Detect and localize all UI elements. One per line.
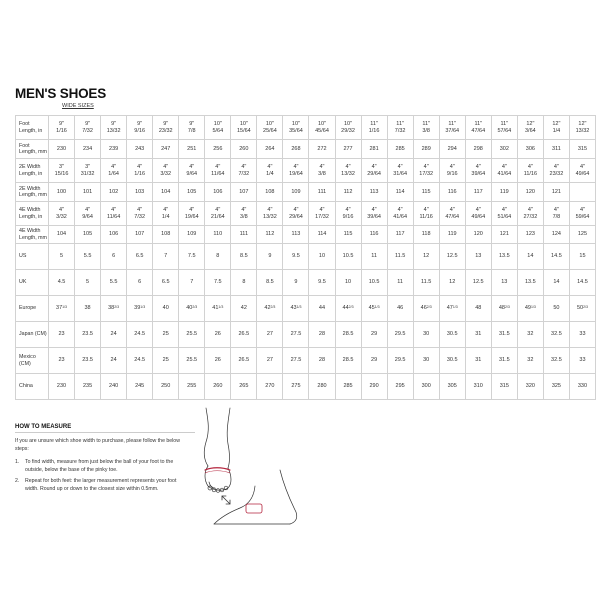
table-cell: 11.5 [413, 270, 439, 296]
table-cell: 280 [309, 374, 335, 400]
table-cell: 239 [101, 140, 127, 159]
table-cell: 4" 7/32 [231, 159, 257, 183]
table-cell: 6.5 [127, 244, 153, 270]
table-cell: 4" 29/64 [361, 159, 387, 183]
table-cell: 275 [283, 374, 309, 400]
table-cell: 4" 11/16 [517, 159, 543, 183]
row-label: 2E Width Length, in [16, 159, 49, 183]
table-cell: 23.5 [75, 322, 101, 348]
size-chart-table [15, 115, 596, 400]
table-cell: 4" 9/64 [75, 202, 101, 226]
table-cell: 26 [205, 322, 231, 348]
table-cell: 285 [335, 374, 361, 400]
table-cell: 9 [257, 244, 283, 270]
table-cell: 4" 1/16 [127, 159, 153, 183]
table-cell: 30 [413, 322, 439, 348]
table-cell: 290 [361, 374, 387, 400]
table-cell: 7 [179, 270, 205, 296]
table-cell: 100 [49, 183, 75, 202]
table-cell: 230 [49, 374, 75, 400]
table-cell: 31 [465, 348, 491, 374]
table-cell: 4" 17/32 [413, 159, 439, 183]
table-cell: 6 [101, 244, 127, 270]
table-row [16, 270, 596, 296]
table-cell: 6.5 [153, 270, 179, 296]
table-cell: 10.5 [335, 244, 361, 270]
table-cell: 4" 23/32 [543, 159, 569, 183]
table-cell: 102 [101, 183, 127, 202]
table-cell: $47^{1/3}$ [439, 296, 465, 322]
table-cell: 108 [153, 226, 179, 244]
table-cell: 125 [569, 226, 595, 244]
table-cell: 255 [179, 374, 205, 400]
table-cell: 4" 11/64 [205, 159, 231, 183]
table-cell: 28 [309, 348, 335, 374]
table-cell: 111 [231, 226, 257, 244]
row-label: 4E Width Length, in [16, 202, 49, 226]
table-cell: 107 [231, 183, 257, 202]
table-cell: 105 [75, 226, 101, 244]
row-label: Foot Length, mm [16, 140, 49, 159]
table-cell: 30.5 [439, 322, 465, 348]
table-cell: 32 [517, 322, 543, 348]
table-cell: 110 [205, 226, 231, 244]
table-cell: 320 [517, 374, 543, 400]
table-cell: 3" 15/16 [49, 159, 75, 183]
table-cell: 9" 13/32 [101, 116, 127, 140]
table-cell: 10" 15/64 [231, 116, 257, 140]
table-cell: 14.5 [569, 270, 595, 296]
table-cell: 25.5 [179, 322, 205, 348]
table-cell: 8 [231, 270, 257, 296]
table-cell: 277 [335, 140, 361, 159]
table-cell: 118 [413, 226, 439, 244]
table-cell: 11" 47/64 [465, 116, 491, 140]
table-cell: 4" 19/64 [179, 202, 205, 226]
step-text: To find width, measure from just below the ball of your foot to the outside, below the base of the pinky toe. [25, 459, 174, 473]
row-label: US [16, 244, 49, 270]
table-cell: 50 [543, 296, 569, 322]
table-cell: 27 [257, 322, 283, 348]
table-cell: 9.5 [309, 270, 335, 296]
table-cell: 285 [387, 140, 413, 159]
table-cell: 38 [75, 296, 101, 322]
table-cell: 26.5 [231, 322, 257, 348]
table-cell: 13.5 [491, 244, 517, 270]
table-cell: 15 [569, 244, 595, 270]
table-cell: 330 [569, 374, 595, 400]
table-cell: 101 [75, 183, 101, 202]
table-cell: 24.5 [127, 348, 153, 374]
table-cell: 10" 5/64 [205, 116, 231, 140]
table-cell: 116 [361, 226, 387, 244]
table-cell: 116 [439, 183, 465, 202]
table-cell: 121 [491, 226, 517, 244]
table-cell: 3" 31/32 [75, 159, 101, 183]
table-cell: 8.5 [257, 270, 283, 296]
table-cell: 106 [205, 183, 231, 202]
table-cell: 4" 7/32 [127, 202, 153, 226]
table-cell: 27.5 [283, 322, 309, 348]
table-cell: 113 [361, 183, 387, 202]
table-cell: $40^{2/3}$ [179, 296, 205, 322]
table-cell: 27 [257, 348, 283, 374]
table-cell: 234 [75, 140, 101, 159]
table-cell: 13 [491, 270, 517, 296]
table-cell: 4" 9/16 [335, 202, 361, 226]
row-label: Foot Length, in [16, 116, 49, 140]
table-cell: 24 [101, 322, 127, 348]
table-cell: 124 [543, 226, 569, 244]
table-cell: 11" 1/16 [361, 116, 387, 140]
table-cell: 260 [205, 374, 231, 400]
how-to-measure-intro: If you are unsure which shoe width to purchase, please follow the below steps: [15, 438, 180, 452]
how-to-measure-heading: HOW TO MEASURE [15, 424, 72, 430]
table-cell: 31.5 [491, 322, 517, 348]
table-cell: $46^{2/3}$ [413, 296, 439, 322]
table-cell: $48^{2/3}$ [491, 296, 517, 322]
step-number: 2. [15, 478, 20, 485]
table-cell: 24 [101, 348, 127, 374]
table-cell: 295 [387, 374, 413, 400]
table-cell: 33 [569, 348, 595, 374]
table-cell: 12" 13/32 [569, 116, 595, 140]
table-cell: 113 [283, 226, 309, 244]
row-label: Europe [16, 296, 49, 322]
table-cell: $44^{2/3}$ [335, 296, 361, 322]
table-cell: 33 [569, 322, 595, 348]
table-cell: 9" 1/16 [49, 116, 75, 140]
table-cell: 4" 49/64 [465, 202, 491, 226]
table-cell: 4" 13/32 [257, 202, 283, 226]
table-row [16, 374, 596, 400]
table-row [16, 159, 596, 183]
table-cell: 28 [309, 322, 335, 348]
table-cell: 114 [387, 183, 413, 202]
table-cell: 7.5 [205, 270, 231, 296]
table-cell: 123 [517, 226, 543, 244]
table-cell: 10" 45/64 [309, 116, 335, 140]
table-cell: 29 [361, 348, 387, 374]
table-cell: 5 [49, 244, 75, 270]
table-row [16, 322, 596, 348]
table-cell: 44 [309, 296, 335, 322]
table-cell: 10 [335, 270, 361, 296]
table-cell: 26.5 [231, 348, 257, 374]
table-cell: 12.5 [465, 270, 491, 296]
table-cell: 25.5 [179, 348, 205, 374]
row-label: Japan (CM) [16, 322, 49, 348]
table-cell: 4" 9/64 [179, 159, 205, 183]
table-cell: 29.5 [387, 348, 413, 374]
table-cell: 272 [309, 140, 335, 159]
table-cell: 4" 29/64 [283, 202, 309, 226]
table-row [16, 348, 596, 374]
table-cell: 40 [153, 296, 179, 322]
table-cell: 10" 29/32 [335, 116, 361, 140]
table-cell: 117 [465, 183, 491, 202]
table-row [16, 140, 596, 159]
table-cell: $43^{1/3}$ [283, 296, 309, 322]
table-cell: 7 [153, 244, 179, 270]
table-cell: 5.5 [101, 270, 127, 296]
table-cell: $39^{1/3}$ [127, 296, 153, 322]
table-cell: $45^{1/3}$ [361, 296, 387, 322]
table-cell: 9" 23/32 [153, 116, 179, 140]
table-cell: 4" 41/64 [491, 159, 517, 183]
table-cell: 105 [179, 183, 205, 202]
table-cell: 119 [491, 183, 517, 202]
table-cell: 111 [309, 183, 335, 202]
table-cell: 8.5 [231, 244, 257, 270]
table-cell: 104 [49, 226, 75, 244]
table-cell: 230 [49, 140, 75, 159]
table-cell: 23.5 [75, 348, 101, 374]
table-cell: 13 [465, 244, 491, 270]
table-cell: 23 [49, 322, 75, 348]
table-cell: 109 [283, 183, 309, 202]
table-cell: 14 [543, 270, 569, 296]
table-cell: $50^{2/3}$ [569, 296, 595, 322]
table-cell: 4" 1/4 [153, 202, 179, 226]
how-to-measure-divider [15, 432, 195, 433]
table-cell: 29.5 [387, 322, 413, 348]
table-cell: 4" 11/64 [101, 202, 127, 226]
table-cell: 117 [387, 226, 413, 244]
table-cell: 4" 27/32 [517, 202, 543, 226]
table-cell: 32.5 [543, 322, 569, 348]
table-row [16, 296, 596, 322]
table-cell: 12 [439, 270, 465, 296]
table-cell: 10 [309, 244, 335, 270]
table-cell: 4" 21/64 [205, 202, 231, 226]
table-cell: 264 [257, 140, 283, 159]
table-cell: 8 [205, 244, 231, 270]
row-label: 2E Width Length, mm [16, 183, 49, 202]
table-cell: 120 [517, 183, 543, 202]
table-cell: 31 [465, 322, 491, 348]
table-cell: 289 [413, 140, 439, 159]
table-cell: 311 [543, 140, 569, 159]
wide-sizes-label: WIDE SIZES [62, 103, 94, 109]
table-cell: 115 [413, 183, 439, 202]
table-cell: 4" 51/64 [491, 202, 517, 226]
table-cell: 120 [465, 226, 491, 244]
table-cell: 4" 3/8 [309, 159, 335, 183]
table-cell: 268 [283, 140, 309, 159]
table-cell: 250 [153, 374, 179, 400]
table-cell: 305 [439, 374, 465, 400]
table-cell: 4" 1/64 [101, 159, 127, 183]
table-cell: 243 [127, 140, 153, 159]
table-cell: 25 [153, 322, 179, 348]
table-cell: 4" 1/4 [257, 159, 283, 183]
table-cell: 4" 13/32 [335, 159, 361, 183]
table-cell: 11 [387, 270, 413, 296]
table-cell: 4" 39/64 [465, 159, 491, 183]
table-cell: 302 [491, 140, 517, 159]
table-cell: 251 [179, 140, 205, 159]
table-cell: 11 [361, 244, 387, 270]
table-cell: 294 [439, 140, 465, 159]
table-cell: 4" 59/64 [569, 202, 595, 226]
table-cell: 256 [205, 140, 231, 159]
table-cell: 29 [361, 322, 387, 348]
table-cell: $42^{2/3}$ [257, 296, 283, 322]
table-cell: 7.5 [179, 244, 205, 270]
table-cell: 270 [257, 374, 283, 400]
table-cell: 4" 31/64 [387, 159, 413, 183]
table-cell: 28.5 [335, 348, 361, 374]
table-cell: 245 [127, 374, 153, 400]
table-cell: 115 [335, 226, 361, 244]
row-label: Mexico (CM) [16, 348, 49, 374]
table-cell: 9.5 [283, 244, 309, 270]
table-row [16, 226, 596, 244]
table-cell: 10" 25/64 [257, 116, 283, 140]
table-cell: 12.5 [439, 244, 465, 270]
table-cell: 12 [413, 244, 439, 270]
table-cell: 265 [231, 374, 257, 400]
table-cell: 32.5 [543, 348, 569, 374]
table-cell: 260 [231, 140, 257, 159]
table-cell: 235 [75, 374, 101, 400]
table-cell: 9" 7/32 [75, 116, 101, 140]
table-cell: 104 [153, 183, 179, 202]
table-cell: $41^{1/3}$ [205, 296, 231, 322]
table-cell: 240 [101, 374, 127, 400]
table-cell: 4" 49/64 [569, 159, 595, 183]
table-cell: 9 [283, 270, 309, 296]
table-row [16, 244, 596, 270]
table-cell: 315 [491, 374, 517, 400]
table-cell: 24.5 [127, 322, 153, 348]
table-cell: $37^{1/3}$ [49, 296, 75, 322]
table-cell: 5 [75, 270, 101, 296]
table-cell: 42 [231, 296, 257, 322]
table-cell: 4.5 [49, 270, 75, 296]
table-cell: 11.5 [387, 244, 413, 270]
table-cell: 27.5 [283, 348, 309, 374]
table-cell [569, 183, 595, 202]
table-cell: 4" 3/32 [49, 202, 75, 226]
table-cell: 4" 39/64 [361, 202, 387, 226]
table-cell: 12" 3/64 [517, 116, 543, 140]
step-number: 1. [15, 459, 20, 465]
table-cell: 109 [179, 226, 205, 244]
row-label: UK [16, 270, 49, 296]
table-cell: 10.5 [361, 270, 387, 296]
table-cell: 4" 9/16 [439, 159, 465, 183]
table-cell: 11" 37/64 [439, 116, 465, 140]
table-cell: 106 [101, 226, 127, 244]
table-cell: 11" 57/64 [491, 116, 517, 140]
table-cell: 300 [413, 374, 439, 400]
table-cell: 9" 9/16 [127, 116, 153, 140]
foot-measure-illustration [200, 400, 390, 525]
table-cell: 310 [465, 374, 491, 400]
measure-steps-list [15, 459, 190, 497]
table-cell: 114 [309, 226, 335, 244]
table-cell: 4" 11/16 [413, 202, 439, 226]
table-cell: 306 [517, 140, 543, 159]
table-cell: 14.5 [543, 244, 569, 270]
table-cell: 26 [205, 348, 231, 374]
table-row [16, 202, 596, 226]
table-cell: 103 [127, 183, 153, 202]
table-cell: $49^{1/3}$ [517, 296, 543, 322]
table-cell: 107 [127, 226, 153, 244]
row-label: China [16, 374, 49, 400]
table-cell: 9" 7/8 [179, 116, 205, 140]
table-cell: 31.5 [491, 348, 517, 374]
row-label: 4E Width Length, mm [16, 226, 49, 244]
table-cell: 12" 1/4 [543, 116, 569, 140]
table-cell: 121 [543, 183, 569, 202]
step-text: Repeat for both feet: the larger measurement represents your foot width. Round up or down to the closest size within 0.5mm. [25, 478, 177, 492]
table-cell: 48 [465, 296, 491, 322]
table-cell: 46 [387, 296, 413, 322]
page-title: MEN'S SHOES [15, 86, 107, 101]
table-cell: 4" 17/32 [309, 202, 335, 226]
table-cell: 25 [153, 348, 179, 374]
table-cell: 4" 47/64 [439, 202, 465, 226]
table-cell: 325 [543, 374, 569, 400]
table-cell: 108 [257, 183, 283, 202]
table-cell: 30.5 [439, 348, 465, 374]
table-cell: 5.5 [75, 244, 101, 270]
table-cell: 13.5 [517, 270, 543, 296]
table-cell: 315 [569, 140, 595, 159]
table-cell: 30 [413, 348, 439, 374]
table-cell: 14 [517, 244, 543, 270]
table-cell: $38^{2/3}$ [101, 296, 127, 322]
table-cell: 112 [257, 226, 283, 244]
measure-step [15, 478, 190, 493]
table-cell: 23 [49, 348, 75, 374]
table-row [16, 116, 596, 140]
table-cell: 4" 3/8 [231, 202, 257, 226]
table-cell: 4" 7/8 [543, 202, 569, 226]
table-cell: 119 [439, 226, 465, 244]
table-row [16, 183, 596, 202]
table-cell: 10" 35/64 [283, 116, 309, 140]
table-cell: 32 [517, 348, 543, 374]
table-cell: 4" 3/32 [153, 159, 179, 183]
table-cell: 11" 3/8 [413, 116, 439, 140]
measure-step [15, 459, 190, 474]
table-cell: 11" 7/32 [387, 116, 413, 140]
table-cell: 247 [153, 140, 179, 159]
table-cell: 4" 41/64 [387, 202, 413, 226]
table-cell: 4" 19/64 [283, 159, 309, 183]
table-cell: 28.5 [335, 322, 361, 348]
table-cell: 281 [361, 140, 387, 159]
table-cell: 298 [465, 140, 491, 159]
table-cell: 112 [335, 183, 361, 202]
table-cell: 6 [127, 270, 153, 296]
